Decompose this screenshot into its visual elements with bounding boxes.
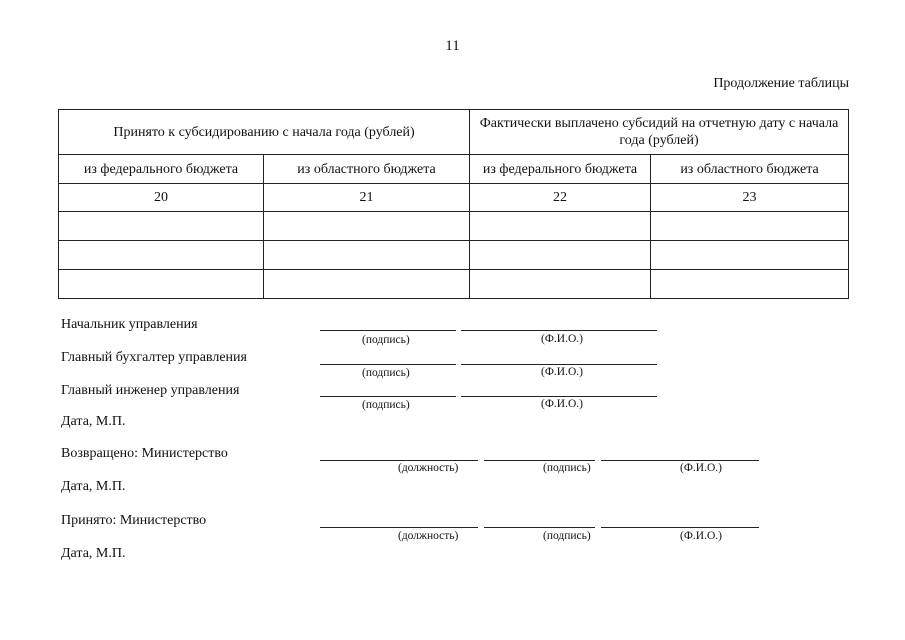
group-header-accepted: Принято к субсидированию с начала года (рублей) bbox=[59, 110, 470, 155]
caption-full-name: (Ф.И.О.) bbox=[680, 530, 722, 542]
table-cell[interactable] bbox=[264, 212, 470, 241]
name-line[interactable] bbox=[461, 364, 657, 365]
table-group-header-row bbox=[59, 110, 849, 155]
label-head-of-department: Начальник управления bbox=[61, 317, 198, 332]
table-cell[interactable] bbox=[470, 241, 651, 270]
caption-full-name: (Ф.И.О.) bbox=[541, 398, 583, 410]
table-cell[interactable] bbox=[651, 241, 849, 270]
position-line[interactable] bbox=[320, 460, 478, 461]
column-number: 22 bbox=[470, 184, 651, 212]
table-row bbox=[59, 212, 849, 241]
caption-position: (должность) bbox=[398, 530, 459, 542]
column-number: 21 bbox=[264, 184, 470, 212]
caption-signature: (подпись) bbox=[362, 399, 410, 411]
table-cell[interactable] bbox=[59, 241, 264, 270]
signature-line[interactable] bbox=[320, 396, 456, 397]
sub-header-federal: из федерального бюджета bbox=[59, 155, 264, 184]
table-sub-header-row bbox=[59, 155, 849, 184]
position-line[interactable] bbox=[320, 527, 478, 528]
table-continuation-label: Продолжение таблицы bbox=[713, 76, 849, 91]
date-stamp-label: Дата, М.П. bbox=[61, 479, 126, 494]
table-row bbox=[59, 270, 849, 299]
caption-signature: (подпись) bbox=[543, 462, 591, 474]
signature-line[interactable] bbox=[484, 527, 595, 528]
table-cell[interactable] bbox=[651, 212, 849, 241]
group-header-paid: Фактически выплачено субсидий на отчетную дату с начала года (рублей) bbox=[470, 110, 849, 155]
date-stamp-label: Дата, М.П. bbox=[61, 546, 126, 561]
table-cell[interactable] bbox=[470, 270, 651, 299]
name-line[interactable] bbox=[601, 527, 759, 528]
name-line[interactable] bbox=[461, 396, 657, 397]
signature-line[interactable] bbox=[320, 330, 456, 331]
table-cell[interactable] bbox=[59, 270, 264, 299]
caption-signature: (подпись) bbox=[543, 530, 591, 542]
column-number-row bbox=[59, 184, 849, 212]
caption-full-name: (Ф.И.О.) bbox=[680, 462, 722, 474]
table-cell[interactable] bbox=[264, 270, 470, 299]
caption-full-name: (Ф.И.О.) bbox=[541, 366, 583, 378]
label-accepted-ministry: Принято: Министерство bbox=[61, 513, 207, 528]
page-number: 11 bbox=[445, 38, 460, 54]
name-line[interactable] bbox=[601, 460, 759, 461]
sub-header-regional: из областного бюджета bbox=[651, 155, 849, 184]
table-cell[interactable] bbox=[470, 212, 651, 241]
label-chief-accountant: Главный бухгалтер управления bbox=[61, 350, 247, 365]
subsidy-table bbox=[58, 109, 849, 299]
caption-full-name: (Ф.И.О.) bbox=[541, 333, 583, 345]
signature-line[interactable] bbox=[320, 364, 456, 365]
caption-signature: (подпись) bbox=[362, 334, 410, 346]
caption-position: (должность) bbox=[398, 462, 459, 474]
label-returned-ministry: Возвращено: Министерство bbox=[61, 446, 228, 461]
table-cell[interactable] bbox=[59, 212, 264, 241]
table-cell[interactable] bbox=[651, 270, 849, 299]
date-stamp-label: Дата, М.П. bbox=[61, 414, 126, 429]
column-number: 23 bbox=[651, 184, 849, 212]
caption-signature: (подпись) bbox=[362, 367, 410, 379]
label-chief-engineer: Главный инженер управления bbox=[61, 383, 240, 398]
signature-line[interactable] bbox=[484, 460, 595, 461]
name-line[interactable] bbox=[461, 330, 657, 331]
sub-header-regional: из областного бюджета bbox=[264, 155, 470, 184]
table-row bbox=[59, 241, 849, 270]
column-number: 20 bbox=[59, 184, 264, 212]
table-cell[interactable] bbox=[264, 241, 470, 270]
sub-header-federal: из федерального бюджета bbox=[470, 155, 651, 184]
